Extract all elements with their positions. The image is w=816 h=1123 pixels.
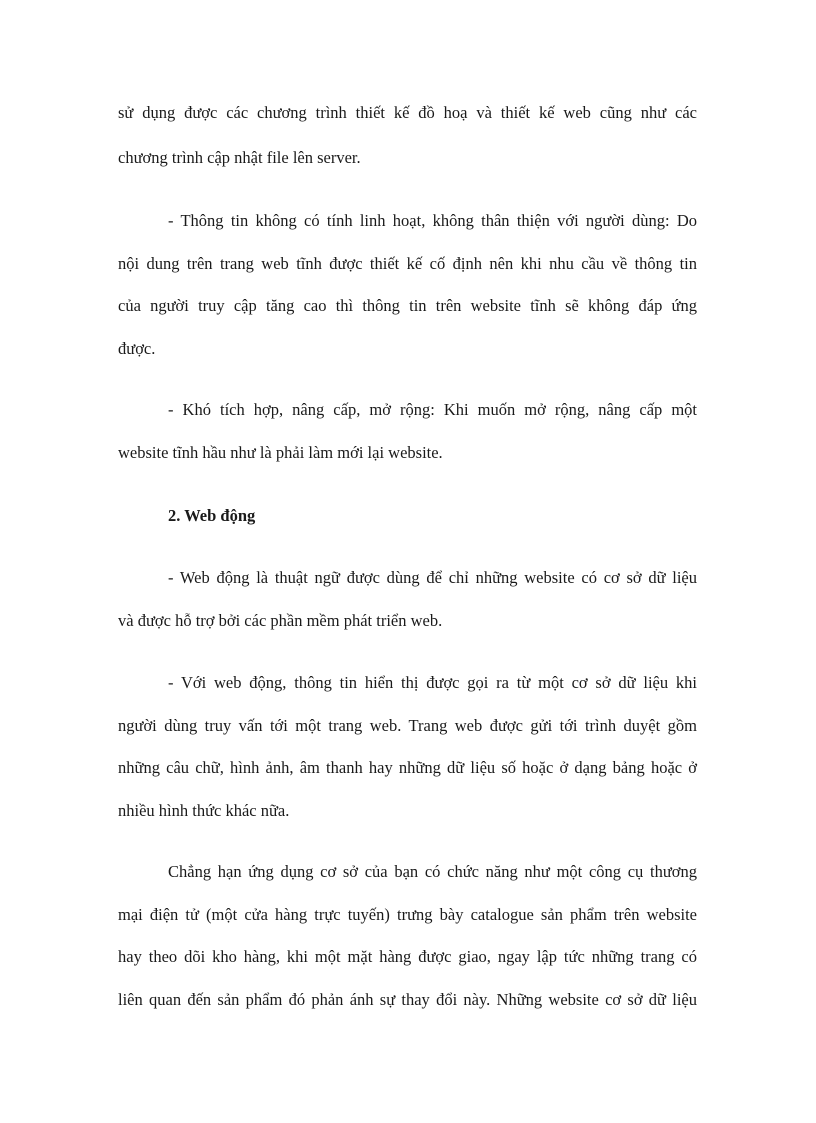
paragraph-line: và được hỗ trợ bởi các phần mềm phát triển web. bbox=[118, 611, 443, 630]
paragraph-line: - Khó tích hợp, nâng cấp, mở rộng: Khi muốn mở rộng, nâng cấp một bbox=[168, 400, 697, 419]
paragraph-line: Chẳng hạn ứng dụng cơ sở của bạn có chức năng như một công cụ thương bbox=[168, 862, 697, 881]
paragraph-line: nội dung trên trang web tĩnh được thiết kế cố định nên khi nhu cầu về thông tin bbox=[118, 254, 697, 273]
paragraph-line: được. bbox=[118, 339, 156, 358]
paragraph-line: website tĩnh hầu như là phải làm mới lại website. bbox=[118, 443, 443, 462]
paragraph-line: người dùng truy vấn tới một trang web. Trang web được gửi tới trình duyệt gồm bbox=[118, 716, 697, 735]
paragraph-line: những câu chữ, hình ảnh, âm thanh hay những dữ liệu số hoặc ở dạng bảng hoặc ở bbox=[118, 758, 697, 777]
paragraph-line: - Web động là thuật ngữ được dùng để chỉ những website có cơ sở dữ liệu bbox=[168, 568, 697, 587]
paragraph-line: hay theo dõi kho hàng, khi một mặt hàng được giao, ngay lập tức những trang có bbox=[118, 947, 697, 966]
paragraph-line: nhiều hình thức khác nữa. bbox=[118, 801, 290, 820]
paragraph-line: - Thông tin không có tính linh hoạt, không thân thiện với người dùng: Do bbox=[168, 211, 697, 230]
paragraph-line: chương trình cập nhật file lên server. bbox=[118, 148, 361, 167]
paragraph-line: sử dụng được các chương trình thiết kế đồ hoạ và thiết kế web cũng như các bbox=[118, 103, 697, 122]
paragraph-line: - Với web động, thông tin hiển thị được gọi ra từ một cơ sở dữ liệu khi bbox=[168, 673, 697, 692]
paragraph-line: liên quan đến sản phẩm đó phản ánh sự thay đổi này. Những website cơ sở dữ liệu bbox=[118, 990, 697, 1009]
paragraph-line: của người truy cập tăng cao thì thông tin trên website tĩnh sẽ không đáp ứng bbox=[118, 296, 697, 315]
section-heading: 2. Web động bbox=[168, 506, 256, 525]
paragraph-line: mại điện tử (một cửa hàng trực tuyến) trưng bày catalogue sản phẩm trên website bbox=[118, 905, 697, 924]
